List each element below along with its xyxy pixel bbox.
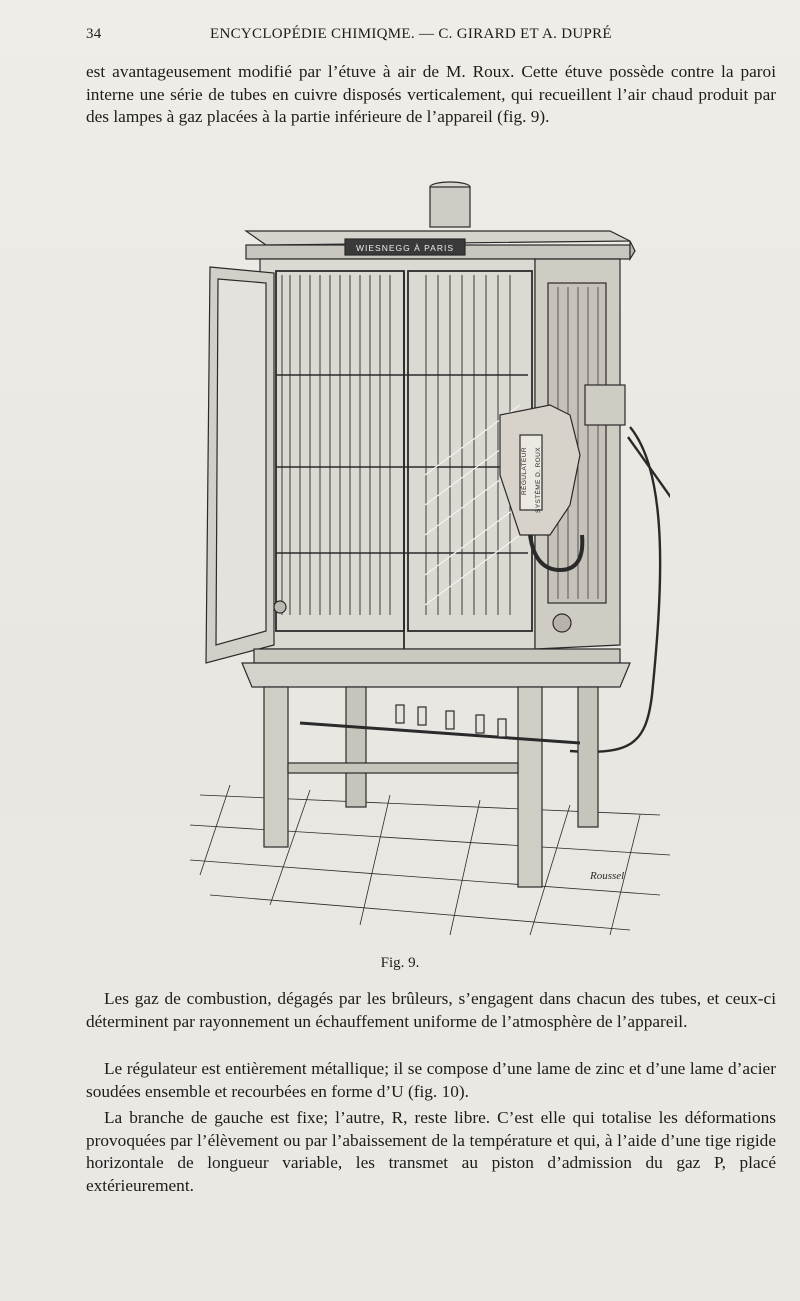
engraver-signature: Roussel	[590, 870, 625, 882]
figure-etuve-illustration	[190, 175, 670, 945]
open-door	[206, 267, 286, 663]
maker-plate-label: WIESNEGG À PARIS	[355, 243, 455, 253]
paragraph-combustion-gases: Les gaz de combustion, dégagés par les brûleurs, s’engagent dans chacun des tubes, et ceux-ci déterminent par rayonnement un échauffement uniforme de l’atmosphère de l’appareil.	[86, 989, 776, 1031]
base-plinth	[242, 649, 630, 687]
paragraph-regulator: Le régulateur est entièrement métallique; il se compose d’une lame de zinc et d’une lame d’acier soudées ensemble et recourbées en forme d’U (fig. 10).	[86, 1059, 776, 1101]
running-head-title: ENCYCLOPÉDIE CHIMIQME. — C. GIRARD ET A. DUPRÉ	[210, 26, 612, 42]
paragraph-branch: La branche de gauche est fixe; l’autre, R, reste libre. C’est elle qui totalise les déformations provoquées par l’élèvement ou par l’abaissement de la température et qui, à l’aide d’une tige rigide horizontale de longueur variable, les transmet au piston d’admission du gaz P, placé extérieurement.	[86, 1108, 776, 1195]
regulator-label-2: SYSTÈME D. ROUX	[535, 447, 542, 513]
page-number: 34	[86, 26, 102, 42]
regulator-label-1: RÉGULATEUR	[521, 447, 528, 495]
running-header	[86, 26, 776, 50]
figure-caption: Fig. 9.	[380, 955, 420, 971]
paragraph-intro: est avantageusement modifié par l’étuve à air de M. Roux. Cette étuve possède contre la paroi interne une série de tubes en cuivre disposés verticalement, qui recueillent l’air chaud produit par des lampes à gaz placées à la partie inférieure de l’appareil (fig. 9).	[86, 62, 776, 126]
chimney	[430, 182, 470, 227]
stand-legs	[264, 687, 598, 887]
